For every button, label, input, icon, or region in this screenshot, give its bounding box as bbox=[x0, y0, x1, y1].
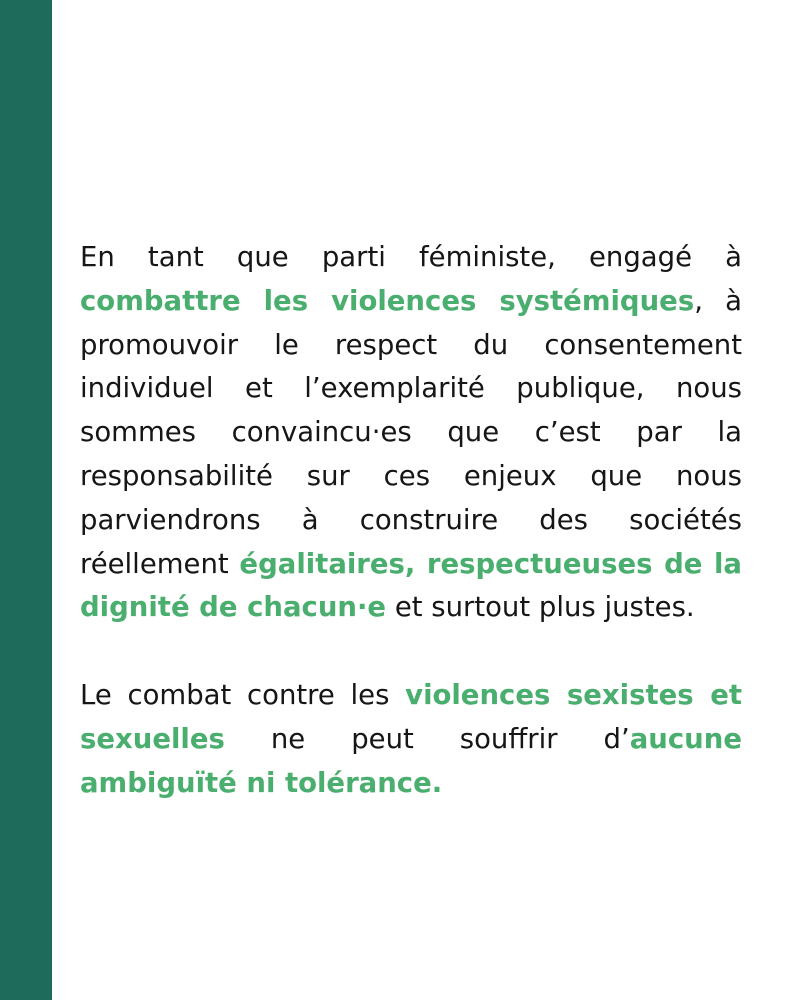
highlight-segment: violences sexistes et sexuelles bbox=[80, 678, 742, 755]
paragraph-2 bbox=[80, 674, 742, 805]
text-segment: . bbox=[431, 766, 443, 799]
highlight-segment: égalitaires, respectueuses de la dignité de chacun·e bbox=[80, 547, 742, 624]
text-segment: Le combat contre les bbox=[80, 678, 406, 711]
text-segment: En tant que parti féministe, engagé à bbox=[80, 241, 742, 273]
text-segment: , à promouvoir le respect du consentement individuel et l’exemplarité publique, nous sommes convaincu·es que c’est par la responsabilité sur ces enjeux que nous parviendrons à construire des sociétés réellement bbox=[80, 284, 742, 580]
highlight-segment: combattre les violences systémiques bbox=[80, 284, 695, 317]
text-segment: et surtout plus justes. bbox=[386, 591, 695, 624]
highlight-segment: aucune ambiguïté ni tolérance bbox=[80, 722, 742, 799]
side-bar bbox=[0, 0, 52, 1000]
text-segment: ne peut souffrir d’ bbox=[224, 722, 630, 755]
paragraph-1 bbox=[80, 236, 742, 630]
statement-text-block bbox=[80, 236, 742, 805]
